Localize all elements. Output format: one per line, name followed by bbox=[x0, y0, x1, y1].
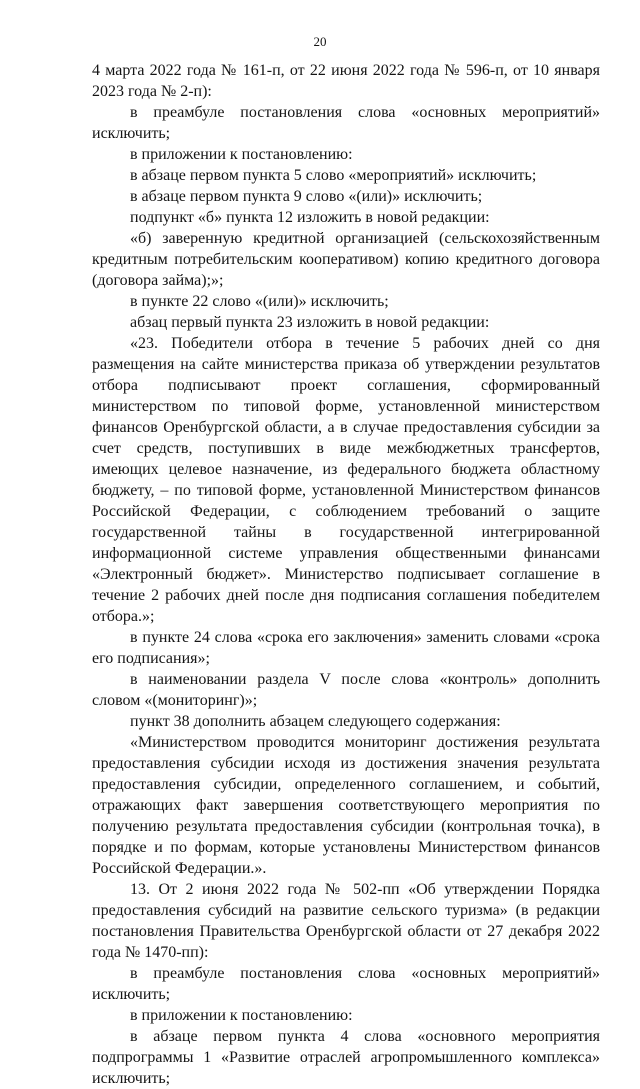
paragraph: подпункт «б» пункта 12 изложить в новой редакции: bbox=[130, 209, 490, 226]
paragraph: в приложении к постановлению: bbox=[130, 1007, 353, 1024]
paragraph: 4 марта 2022 года № 161-п, от 22 июня 2022 года № 596-п, от 10 января 2023 года № 2-п): bbox=[92, 62, 600, 100]
paragraph: в абзаце первом пункта 5 слово «мероприятий» исключить; bbox=[130, 167, 537, 184]
paragraph: «б) заверенную кредитной организацией (сельскохозяйственным кредитным потребительским кооперативом) копию кредитного договора (договора займа);»; bbox=[92, 230, 600, 289]
paragraph: в абзаце первом пункта 4 слова «основного мероприятия подпрограммы 1 «Развитие отраслей агропромышленного комплекса» исключить; bbox=[92, 1028, 600, 1087]
paragraph: «23. Победители отбора в течение 5 рабочих дней со дня размещения на сайте министерства приказа об утверждении результатов отбора подписывают проект соглашения, сформированный министерством по типовой форме, установленной министерством финансов Оренбургской области, а в случае предоставления субсидии за счет средств, поступивших в виде межбюджетных трансфертов, имеющих целевое назначение, из федерального бюджета областному бюджету, – по типовой форме, установленной Министерством финансов Российской Федерации, с соблюдением требований о защите государственной тайны в государственной интегрированной информационной системе управления общественными финансами «Электронный бюджет». Министерство подписывает соглашение в течение 2 рабочих дней после дня подписания соглашения победителем отбора.»; bbox=[92, 335, 600, 625]
paragraph: пункт 38 дополнить абзацем следующего содержания: bbox=[130, 713, 501, 730]
document-body bbox=[92, 60, 600, 1089]
paragraph: в абзаце первом пункта 9 слово «(или)» исключить; bbox=[130, 188, 483, 205]
paragraph: в пункте 22 слово «(или)» исключить; bbox=[130, 293, 389, 310]
paragraph: 13. От 2 июня 2022 года № 502-пп «Об утверждении Порядка предоставления субсидий на развитие сельского туризма» (в редакции постановления Правительства Оренбургской области от 27 декабря 2022 года № 1470-пп): bbox=[92, 881, 600, 961]
paragraph: в преамбуле постановления слова «основных мероприятий» исключить; bbox=[92, 965, 600, 1003]
paragraph: в преамбуле постановления слова «основных мероприятий» исключить; bbox=[92, 104, 600, 142]
paragraph: в пункте 24 слова «срока его заключения» заменить словами «срока его подписания»; bbox=[92, 629, 600, 667]
page-number: 20 bbox=[313, 34, 327, 49]
paragraph: абзац первый пункта 23 изложить в новой редакции: bbox=[130, 314, 490, 331]
paragraph: в наименовании раздела V после слова «контроль» дополнить словом «(мониторинг)»; bbox=[92, 671, 600, 709]
paragraph: в приложении к постановлению: bbox=[130, 146, 353, 163]
paragraph: «Министерством проводится мониторинг достижения результата предоставления субсидии исходя из достижения значения результата предоставления субсидии, определенного соглашением, и событий, отражающих факт завершения соответствующего мероприятия по получению результата предоставления субсидии (контрольная точка), в порядке и по формам, которые установлены Министерством финансов Российской Федерации.». bbox=[92, 734, 600, 877]
